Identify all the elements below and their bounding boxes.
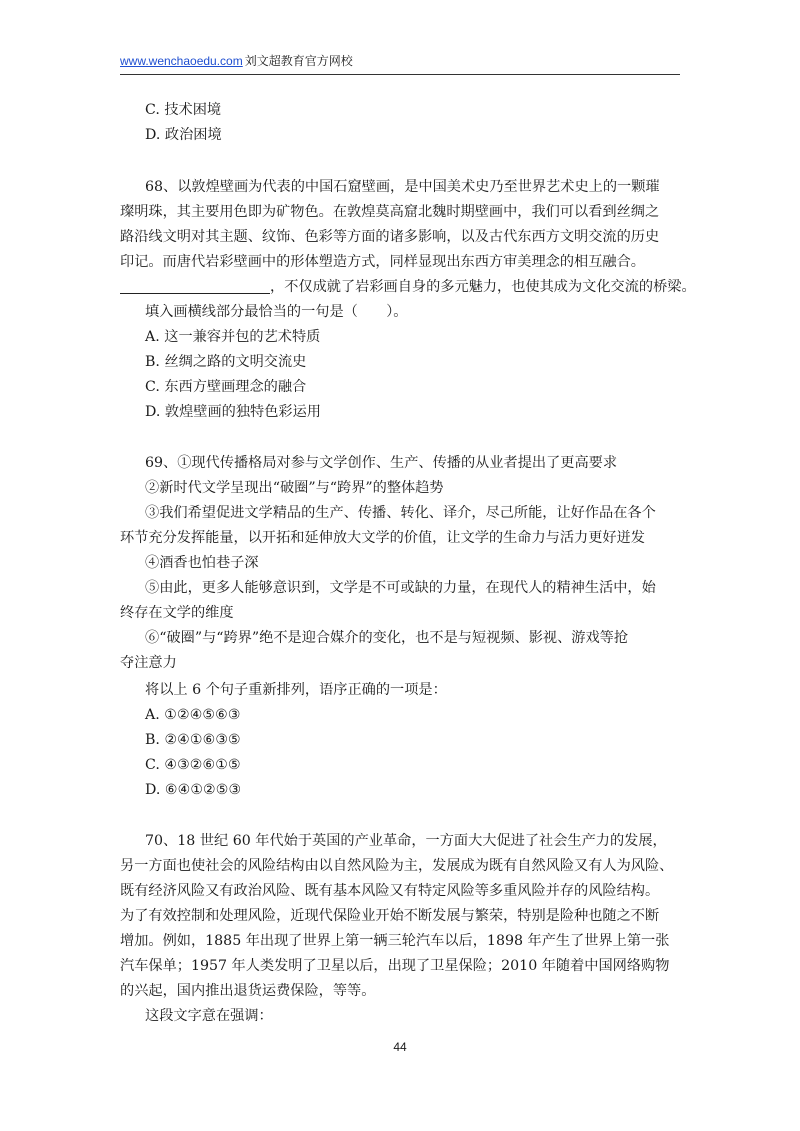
q70-line-4: 为了有效控制和处理风险，近现代保险业开始不断发展与繁荣，特别是险种也随之不断 xyxy=(120,908,660,924)
q68-option-b: B. 丝绸之路的文明交流史 xyxy=(145,354,307,370)
q69-sentence-4: ④酒香也怕巷子深 xyxy=(145,555,259,571)
page-header xyxy=(120,52,680,75)
fill-blank xyxy=(120,279,270,294)
q69-sentence-6a: ⑥“破圈”与“跨界”绝不是迎合媒介的变化，也不是与短视频、影视、游戏等抢 xyxy=(145,630,629,646)
q69-sentence-6b: 夺注意力 xyxy=(120,655,177,671)
q70-line-3: 既有经济风险又有政治风险、既有基本风险又有特定风险等多重风险并存的风险结构。 xyxy=(120,883,660,899)
q67-option-d: D. 政治困境 xyxy=(145,127,222,143)
q68-option-d: D. 敦煌壁画的独特色彩运用 xyxy=(145,404,321,420)
q68-line-2: 璨明珠，其主要用色即为矿物色。在敦煌莫高窟北魏时期壁画中，我们可以看到丝绸之 xyxy=(120,204,660,220)
q68-line-3: 路沿线文明对其主题、纹饰、色彩等方面的诸多影响，以及古代东西方文明交流的历史 xyxy=(120,229,660,245)
q69-sentence-3b: 环节充分发挥能量，以开拓和延伸放大文学的价值，让文学的生命力与活力更好迸发 xyxy=(120,530,645,546)
q69-sentence-5a: ⑤由此，更多人能够意识到，文学是不可或缺的力量，在现代人的精神生活中，始 xyxy=(145,580,656,596)
q69-option-b: B. ②④①⑥③⑤ xyxy=(145,732,241,748)
q67-option-c: C. 技术困境 xyxy=(145,102,222,118)
q68-line-1: 68、以敦煌壁画为代表的中国石窟壁画，是中国美术史乃至世界艺术史上的一颗璀 xyxy=(145,179,660,195)
q70-line-5: 增加。例如，1885 年出现了世界上第一辆三轮汽车以后，1898 年产生了世界上第一张 xyxy=(120,933,670,949)
q69-sentence-1: 69、①现代传播格局对参与文学创作、生产、传播的从业者提出了更高要求 xyxy=(145,455,618,471)
q70-line-6: 汽车保单；1957 年人类发明了卫星以后，出现了卫星保险；2010 年随着中国网络购物 xyxy=(120,958,670,974)
q68-option-c: C. 东西方壁画理念的融合 xyxy=(145,379,307,395)
q69-sentence-3a: ③我们希望促进文学精品的生产、传播、转化、译介，尽己所能，让好作品在各个 xyxy=(145,505,656,521)
q70-line-2: 另一方面也使社会的风险结构由以自然风险为主，发展成为既有自然风险又有人为风险、 xyxy=(120,858,674,874)
q69-option-d: D. ⑥④①②⑤③ xyxy=(145,782,242,798)
q70-line-7: 的兴起，国内推出退货运费保险，等等。 xyxy=(120,983,376,999)
site-url-link[interactable]: www.wenchaoedu.com xyxy=(120,54,243,68)
q70-prompt: 这段文字意在强调： xyxy=(145,1008,273,1024)
q70-line-1: 70、18 世纪 60 年代始于英国的产业革命，一方面大大促进了社会生产力的发展， xyxy=(145,833,667,849)
q68-line-5 xyxy=(120,277,696,297)
page-number: 44 xyxy=(393,1040,407,1054)
q68-line-5-text: ，不仅成就了岩彩画自身的多元魅力，也使其成为文化交流的桥梁。 xyxy=(270,279,696,295)
q68-prompt: 填入画横线部分最恰当的一句是（ ）。 xyxy=(145,304,408,320)
q69-prompt: 将以上 6 个句子重新排列，语序正确的一项是： xyxy=(145,682,447,698)
q69-sentence-5b: 终存在文学的维度 xyxy=(120,605,234,621)
q68-option-a: A. 这一兼容并包的艺术特质 xyxy=(145,329,321,345)
q69-option-a: A. ①②④⑤⑥③ xyxy=(145,707,241,723)
site-name: 刘文超教育官方网校 xyxy=(244,54,353,68)
q68-line-4: 印记。而唐代岩彩壁画中的形体塑造方式，同样显现出东西方审美理念的相互融合。 xyxy=(120,254,645,270)
q69-sentence-2: ②新时代文学呈现出“破圈”与“跨界”的整体趋势 xyxy=(145,480,444,496)
q69-option-c: C. ④③②⑥①⑤ xyxy=(145,757,241,773)
